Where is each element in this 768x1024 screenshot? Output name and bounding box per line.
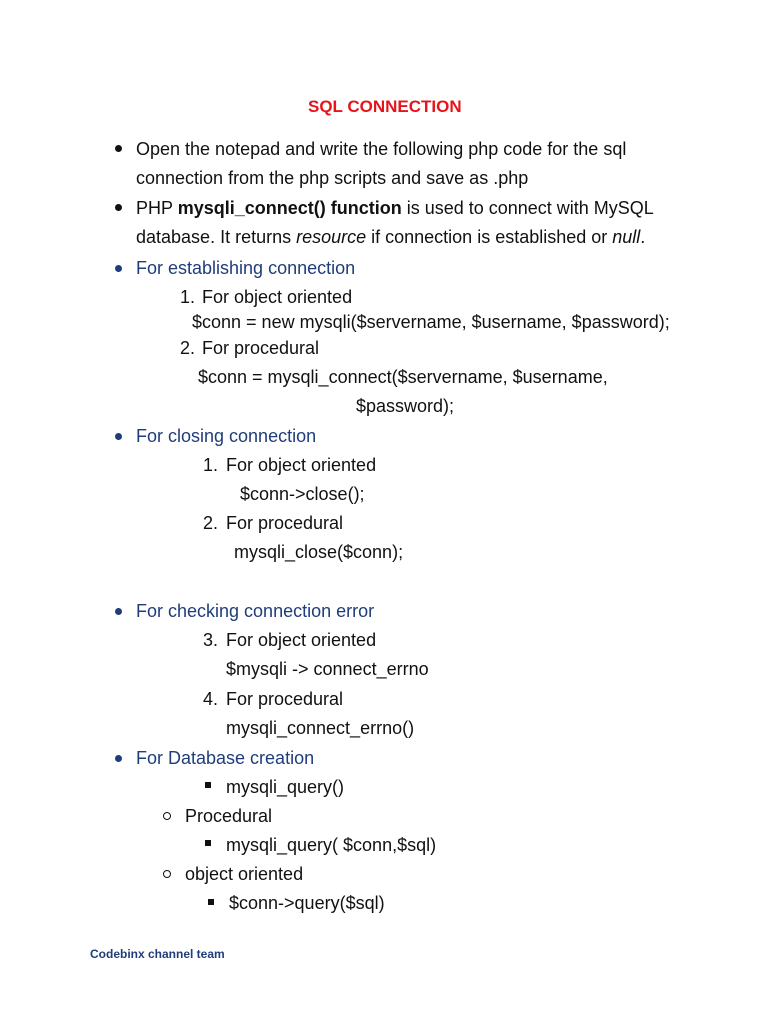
establishing-item-1-number: 1.: [180, 287, 196, 307]
closing-item-1-label: For object oriented: [226, 455, 377, 475]
square-bullet-icon: [205, 840, 211, 846]
checking-item-1-code: $mysqli -> connect_errno: [226, 659, 429, 679]
database-heading: For Database creation: [136, 748, 315, 768]
closing-item-2-number: 2.: [203, 513, 219, 533]
bullet-2-line-1: [136, 197, 654, 219]
database-procedural-code: mysqli_query( $conn,$sql): [226, 835, 437, 855]
null-word: null: [612, 227, 641, 247]
establishing-item-2-number: 2.: [180, 338, 196, 358]
resource-word: resource: [296, 227, 367, 247]
closing-item-2-code: mysqli_close($conn);: [234, 542, 404, 562]
checking-item-1-number: 3.: [203, 630, 219, 650]
checking-heading: For checking connection error: [136, 601, 375, 621]
bullet-icon: [115, 265, 122, 272]
bullet-icon: [115, 608, 122, 615]
establishing-item-2-label: For procedural: [202, 338, 320, 358]
square-bullet-icon: [205, 782, 211, 788]
bullet-icon: [115, 755, 122, 762]
square-bullet-icon: [208, 899, 214, 905]
footer-text: Codebinx channel team: [90, 947, 225, 961]
bullet-1-line-2: connection from the php scripts and save as .php: [136, 168, 529, 188]
bullet-2-line-2: [136, 226, 645, 248]
establishing-item-1-label: For object oriented: [202, 287, 353, 307]
checking-item-2-code: mysqli_connect_errno(): [226, 718, 415, 738]
bullet-icon: [115, 145, 122, 152]
checking-item-1-label: For object oriented: [226, 630, 377, 650]
database-oo-code: $conn->query($sql): [229, 893, 385, 913]
bullet-2-text-c: .: [640, 227, 646, 247]
mysqli-connect-function: mysqli_connect() function: [177, 198, 402, 218]
circle-bullet-icon: [163, 870, 171, 878]
closing-item-2-label: For procedural: [226, 513, 344, 533]
database-sub-1: mysqli_query(): [226, 777, 345, 797]
closing-item-1-number: 1.: [203, 455, 219, 475]
bullet-2-prefix: PHP: [136, 198, 178, 218]
database-oo-label: object oriented: [185, 864, 304, 884]
establishing-item-2-code-line-2: $password);: [356, 396, 455, 416]
circle-bullet-icon: [163, 812, 171, 820]
bullet-2-text-b: if connection is established or: [366, 227, 613, 247]
establishing-item-1-code: $conn = new mysqli($servername, $username, $password);: [192, 312, 670, 332]
closing-item-1-code: $conn->close();: [240, 484, 365, 504]
checking-item-2-label: For procedural: [226, 689, 344, 709]
page-title: SQL CONNECTION: [308, 97, 462, 116]
checking-item-2-number: 4.: [203, 689, 219, 709]
bullet-icon: [115, 204, 122, 211]
closing-heading: For closing connection: [136, 426, 317, 446]
bullet-2-suffix: is used to connect with MySQL: [401, 198, 654, 218]
bullet-2-text-a: database. It returns: [136, 227, 297, 247]
bullet-icon: [115, 433, 122, 440]
bullet-1-line-1: Open the notepad and write the following php code for the sql: [136, 139, 627, 159]
establishing-heading: For establishing connection: [136, 258, 356, 278]
establishing-item-2-code-line-1: $conn = mysqli_connect($servername, $username,: [198, 367, 608, 387]
database-procedural-label: Procedural: [185, 806, 273, 826]
